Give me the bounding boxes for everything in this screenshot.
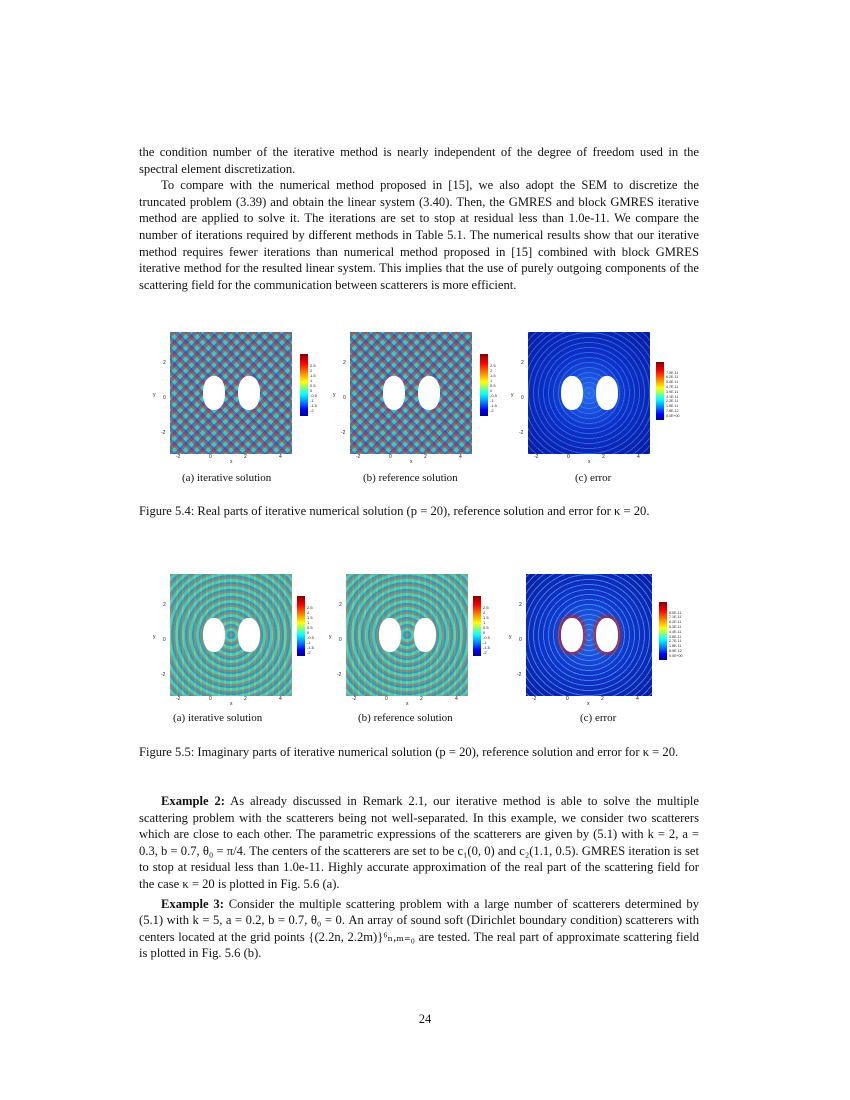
example-3-paragraph bbox=[139, 896, 699, 962]
scatterer-left bbox=[561, 376, 583, 410]
ytick: -2 bbox=[519, 430, 524, 436]
x-axis-label: x bbox=[588, 459, 591, 465]
colorbar bbox=[659, 602, 667, 660]
subcaption-b: (b) reference solution bbox=[363, 472, 458, 484]
figure-5-4 bbox=[150, 330, 710, 484]
xtick: -2 bbox=[356, 454, 361, 460]
x-axis-label: x bbox=[230, 701, 233, 707]
xtick: 4 bbox=[279, 454, 282, 460]
scatterer-right bbox=[596, 376, 618, 410]
colorbar-labels: 8.0E-11 7.1E-11 6.2E-11 5.3E-11 4.4E-11 3.6E-11 2.7E-11 1.8E-11 8.9E-12 0.0E+00 bbox=[669, 610, 683, 658]
colorbar-labels: 2.5 2 1.5 1 0.5 0 -0.5 -1 -1.5 -2 bbox=[483, 605, 490, 655]
scatterer-right bbox=[418, 376, 440, 410]
xtick: 4 bbox=[459, 454, 462, 460]
real-part-error-plot bbox=[528, 332, 650, 454]
xtick: -2 bbox=[352, 696, 357, 702]
y-axis-label: y bbox=[329, 634, 332, 640]
scatterer-right bbox=[238, 376, 260, 410]
xtick: 0 bbox=[566, 696, 569, 702]
paragraph-sem-comparison: To compare with the numerical method proposed in [15], we also adopt the SEM to discretize the truncated problem (3.39) and obtain the linear system (3.40). Then, the GMRES and block GMRES iterative method are applied to solve it. The iterations are set to stop at residual less than 1.0e-11. We compare the number of iterations required by different methods in Table 5.1. The numerical results show that our iterative method requires fewer iterations than numerical method proposed in [15] combined with block GMRES iterative method for the resulted linear system. This implies that the use of purely outgoing components of the scattering field for the communication between scatterers is more efficient. bbox=[139, 178, 699, 292]
scatterer-right bbox=[238, 618, 260, 652]
real-part-iterative-plot bbox=[170, 332, 292, 454]
example-3-label: Example 3: bbox=[161, 896, 224, 911]
xtick: 4 bbox=[637, 454, 640, 460]
example-2-label: Example 2: bbox=[161, 794, 225, 808]
page-number: 24 bbox=[418, 1012, 432, 1026]
figure-5-5 bbox=[150, 572, 710, 724]
figure-5-4-panel-b bbox=[330, 330, 500, 470]
xtick: 0 bbox=[389, 454, 392, 460]
figure-5-4-panel-c bbox=[508, 330, 708, 470]
subcaption-c: (c) error bbox=[580, 712, 617, 724]
ytick: -2 bbox=[337, 672, 342, 678]
subcaption-a: (a) iterative solution bbox=[182, 472, 272, 484]
x-axis-label: x bbox=[406, 701, 409, 707]
figure-5-5-panel-b bbox=[326, 572, 496, 712]
figure-5-4-caption: Figure 5.4: Real parts of iterative numerical solution (p = 20), reference solution and error for κ = 20. bbox=[139, 504, 650, 518]
ytick: 0 bbox=[343, 395, 346, 401]
paragraph-condition-number: the condition number of the iterative method is nearly independent of the degree of freedom used in the spectral element discretization. bbox=[139, 145, 699, 176]
xtick: -2 bbox=[176, 454, 181, 460]
colorbar-labels: 2.5 2 1.5 1 0.5 0 -0.5 -1 -1.5 -2 bbox=[490, 363, 497, 413]
example-2-text: As already discussed in Remark 2.1, our iterative method is able to solve the multiple scattering problem with the scatterers being not well-separated. In this example, we consider two scatterers which are close to each other. The parametric expressions of the scatterers are given by (5.1) with k = 2, a = 0.3, b = 0.7, θ₀ = π/4. The centers of the scatterers are set to be c₁(0, 0) and c₂(1.1, 0.5). GMRES iteration is set to stop at residual less than 1.0e-11. Highly accurate approximation of the real part of the scattering field for the case κ = 20 is plotted in Fig. 5.6 (a). bbox=[139, 794, 700, 891]
figure-5-5-panel-a bbox=[150, 572, 320, 712]
xtick: 2 bbox=[420, 696, 423, 702]
xtick: 0 bbox=[209, 454, 212, 460]
colorbar-labels: 2.5 2 1.5 1 0.5 0 -0.5 -1 -1.5 -2 bbox=[307, 605, 314, 655]
scatterer-left bbox=[383, 376, 405, 410]
colorbar bbox=[480, 354, 488, 416]
ytick: -2 bbox=[341, 430, 346, 436]
colorbar-labels: 2.5 2 1.5 1 0.5 0 -0.5 -1 -1.5 -2 bbox=[310, 363, 317, 413]
xtick: 2 bbox=[602, 454, 605, 460]
scatterer-right bbox=[596, 618, 618, 652]
figure-5-5-caption: Figure 5.5: Imaginary parts of iterative numerical solution (p = 20), reference solution and error for κ = 20. bbox=[139, 745, 679, 759]
ytick: 0 bbox=[519, 637, 522, 643]
xtick: 0 bbox=[567, 454, 570, 460]
xtick: -2 bbox=[532, 696, 537, 702]
example-3-text: Consider the multiple scattering problem with a large number of scatterers determined by (5.1) with k = 5, a = 0.2, b = 0.7, θ₀ = 0. An array of sound soft (Dirichlet boundary condition) scatterers with centers located at the grid points {(2.2n, 2.2m)}⁶ₙ,ₘ₌₀ are tested. The real part of approximate scattering field is plotted in Fig. 5.6 (b). bbox=[139, 896, 699, 961]
body-text-top bbox=[139, 144, 699, 293]
xtick: 0 bbox=[385, 696, 388, 702]
colorbar bbox=[297, 596, 305, 656]
ytick: 0 bbox=[163, 637, 166, 643]
xtick: 2 bbox=[244, 696, 247, 702]
colorbar bbox=[300, 354, 308, 416]
real-part-reference-plot bbox=[350, 332, 472, 454]
scatterer-left bbox=[203, 618, 225, 652]
subcaption-c: (c) error bbox=[575, 472, 612, 484]
y-axis-label: y bbox=[509, 634, 512, 640]
ytick: -2 bbox=[517, 672, 522, 678]
ytick: 2 bbox=[163, 602, 166, 608]
scatterer-left bbox=[379, 618, 401, 652]
ytick: 0 bbox=[163, 395, 166, 401]
ytick: 2 bbox=[521, 360, 524, 366]
xtick: 2 bbox=[424, 454, 427, 460]
y-axis-label: y bbox=[153, 392, 156, 398]
imag-part-error-plot bbox=[526, 574, 652, 696]
ytick: 2 bbox=[343, 360, 346, 366]
imag-part-iterative-plot bbox=[170, 574, 292, 696]
ytick: 0 bbox=[521, 395, 524, 401]
scatterer-left bbox=[561, 618, 583, 652]
xtick: 2 bbox=[244, 454, 247, 460]
x-axis-label: x bbox=[410, 459, 413, 465]
subcaption-a: (a) iterative solution bbox=[173, 712, 263, 724]
x-axis-label: x bbox=[587, 701, 590, 707]
x-axis-label: x bbox=[230, 459, 233, 465]
figure-5-4-panel-a bbox=[150, 330, 320, 470]
xtick: 0 bbox=[209, 696, 212, 702]
ytick: -2 bbox=[161, 672, 166, 678]
xtick: 2 bbox=[601, 696, 604, 702]
y-axis-label: y bbox=[511, 392, 514, 398]
colorbar bbox=[656, 362, 664, 420]
subcaption-b: (b) reference solution bbox=[358, 712, 453, 724]
scatterer-left bbox=[203, 376, 225, 410]
example-2-paragraph bbox=[139, 793, 699, 893]
xtick: -2 bbox=[534, 454, 539, 460]
ytick: -2 bbox=[161, 430, 166, 436]
xtick: 4 bbox=[636, 696, 639, 702]
ytick: 2 bbox=[163, 360, 166, 366]
ytick: 2 bbox=[519, 602, 522, 608]
imag-part-reference-plot bbox=[346, 574, 468, 696]
xtick: 4 bbox=[455, 696, 458, 702]
xtick: -2 bbox=[176, 696, 181, 702]
xtick: 4 bbox=[279, 696, 282, 702]
colorbar-labels: 7.0E-11 6.2E-11 5.4E-11 4.7E-11 3.9E-11 3.1E-11 2.3E-11 1.6E-11 7.8E-12 0.0E+00 bbox=[666, 370, 680, 418]
y-axis-label: y bbox=[333, 392, 336, 398]
ytick: 2 bbox=[339, 602, 342, 608]
y-axis-label: y bbox=[153, 634, 156, 640]
body-text-examples bbox=[139, 793, 699, 962]
colorbar bbox=[473, 596, 481, 656]
figure-5-5-panel-c bbox=[502, 572, 710, 712]
scatterer-right bbox=[414, 618, 436, 652]
ytick: 0 bbox=[339, 637, 342, 643]
